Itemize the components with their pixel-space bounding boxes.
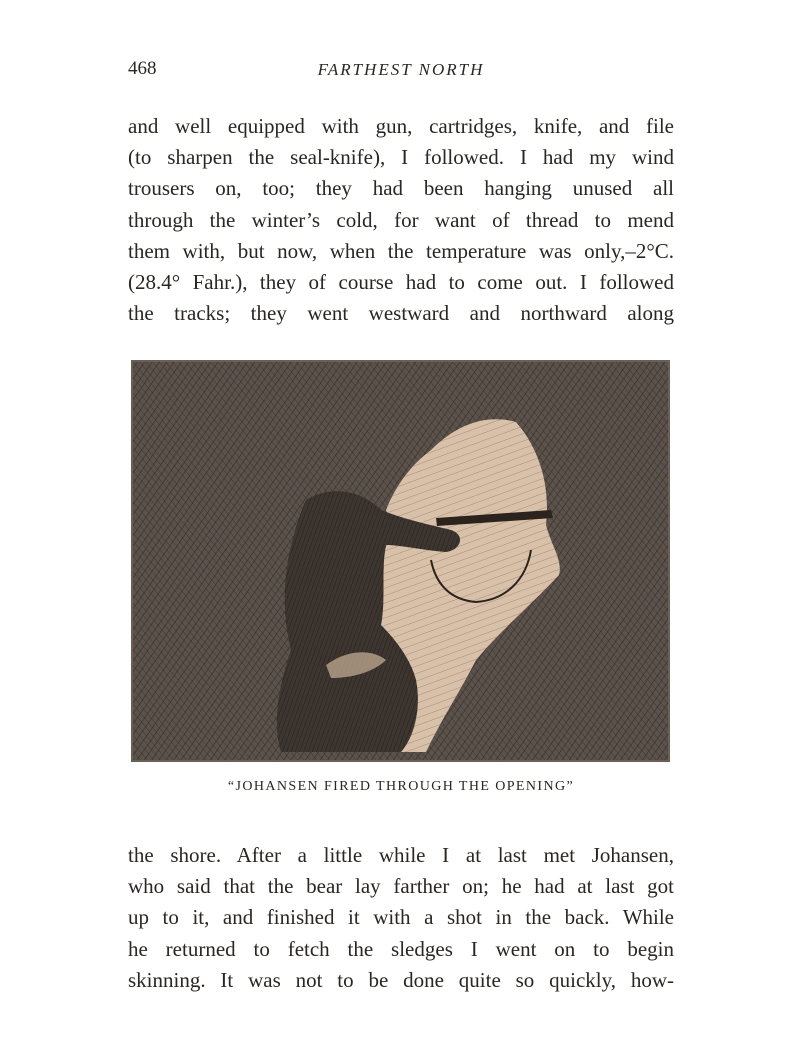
text-line: (28.4° Fahr.), they of course had to come out. I followed bbox=[128, 269, 674, 294]
text-line: them with, but now, when the temperature was only,–2°C. bbox=[128, 238, 674, 263]
body-text-top bbox=[128, 111, 674, 329]
text-line: the tracks; they went westward and northward along bbox=[128, 301, 674, 326]
text-line: and well equipped with gun, cartridges, knife, and file bbox=[128, 114, 674, 138]
text-line: (to sharpen the seal-knife), I followed. I had my wind bbox=[128, 145, 674, 170]
page-header bbox=[128, 58, 674, 88]
text-line: who said that the bear lay farther on; he had at last got bbox=[128, 874, 674, 899]
text-line: up to it, and finished it with a shot in the back. While bbox=[128, 905, 674, 930]
text-line: trousers on, too; they had been hanging unused all bbox=[128, 176, 674, 201]
etching-illustration bbox=[131, 360, 670, 762]
text-line: through the winter’s cold, for want of thread to mend bbox=[128, 207, 674, 232]
text-line: the shore. After a little while I at last met Johansen, bbox=[128, 843, 674, 867]
text-line: he returned to fetch the sledges I went on to begin bbox=[128, 936, 674, 961]
etching-image bbox=[131, 360, 670, 762]
running-title: FARTHEST NORTH bbox=[317, 60, 485, 79]
page-number: 468 bbox=[128, 58, 157, 79]
body-text-bottom bbox=[128, 840, 674, 996]
illustration-caption: “JOHANSEN FIRED THROUGH THE OPENING” bbox=[227, 779, 575, 794]
text-line: skinning. It was not to be done quite so quickly, how- bbox=[128, 967, 674, 992]
